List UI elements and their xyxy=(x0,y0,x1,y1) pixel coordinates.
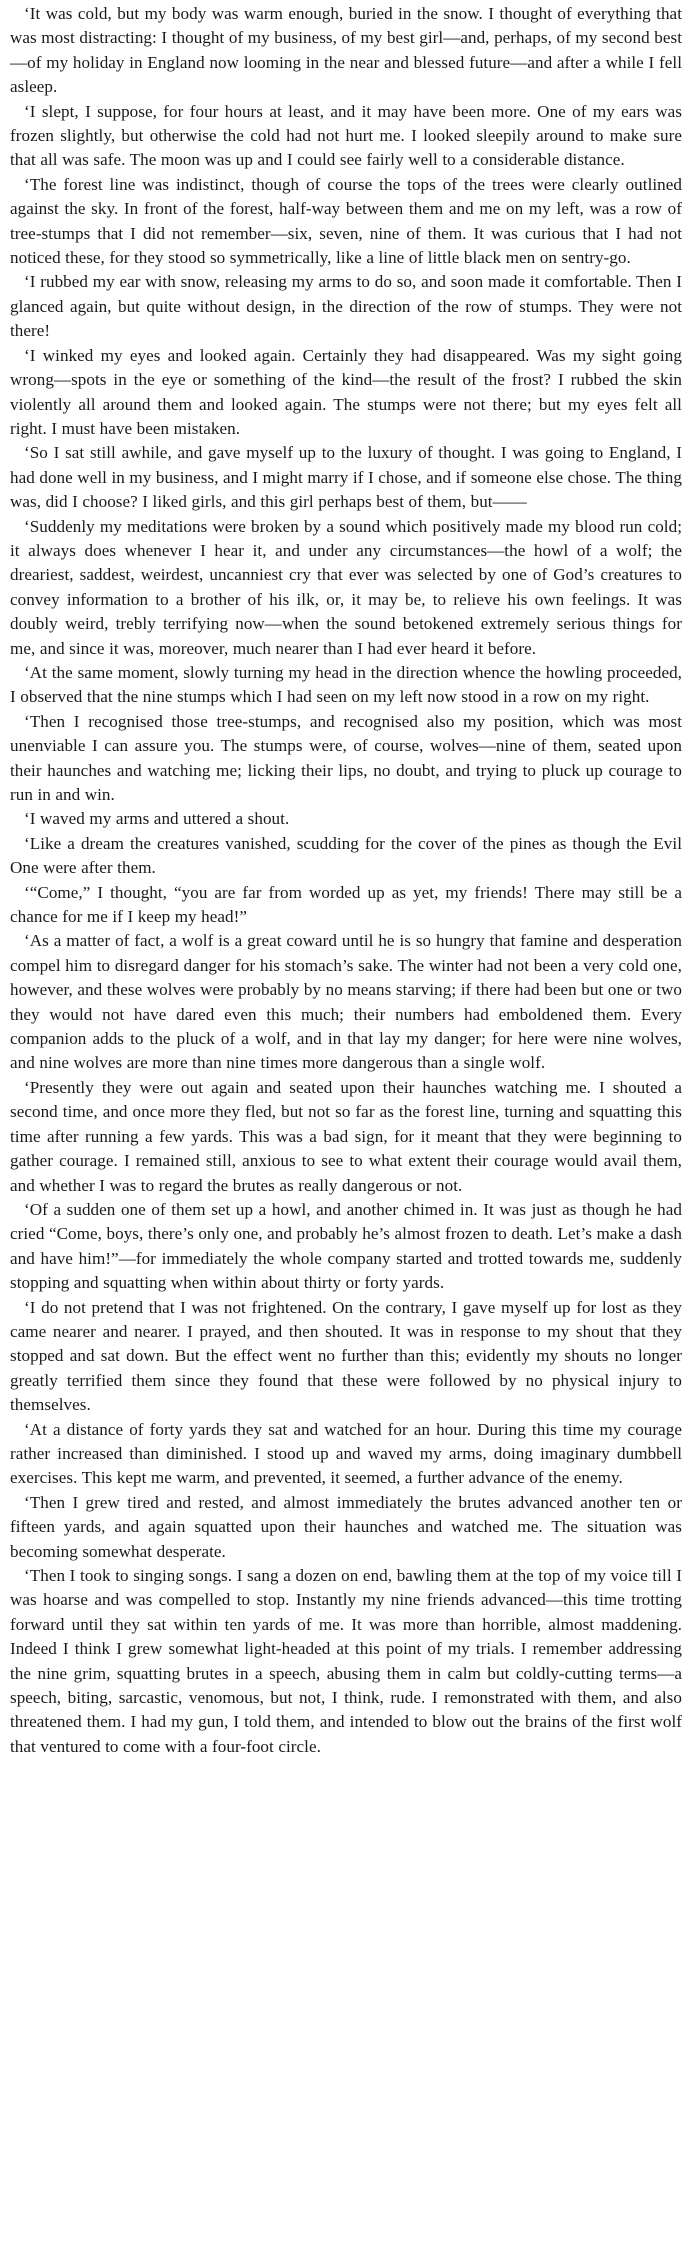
paragraph: ‘Suddenly my meditations were broken by a sound which positively made my blood run cold; it always does whenever I hear it, and under any circumstances—the howl of a wolf; the dreariest, saddest, weirdest, uncanniest cry that ever was selected by one of God’s creatures to convey information to a brother of his ilk, or, it may be, to relieve his own feelings. It was doubly weird, trebly terrifying now—when the sound betokened extremely serious things for me, and since it was, moreover, much nearer than I had ever heard it before. xyxy=(10,516,682,658)
paragraph: ‘The forest line was indistinct, though of course the tops of the trees were clearly outlined against the sky. In front of the forest, half-way between them and me on my left, was a row of tree-stumps that I did not remember—six, seven, nine of them. It was curious that I had not noticed these, for they stood so symmetrically, like a line of little black men on sentry-go. xyxy=(10,174,682,268)
paragraph: ‘Like a dream the creatures vanished, scudding for the cover of the pines as though the Evil One were after them. xyxy=(10,833,682,878)
paragraph: ‘As a matter of fact, a wolf is a great coward until he is so hungry that famine and desperation compel him to disregard danger for his stomach’s sake. The winter had not been a very cold one, however, and these wolves were probably by no means starving; if there had been but one or two they would not have dared even this much; their numbers had emboldened them. Every companion adds to the pluck of a wolf, and in that lay my danger; for here were nine wolves, and nine wolves are more than nine times more dangerous than a single wolf. xyxy=(10,931,682,1073)
paragraph: ‘I slept, I suppose, for four hours at least, and it may have been more. One of my ears was frozen slightly, but otherwise the cold had not hurt me. I looked sleepily around to make sure that all was safe. The moon was up and I could see fairly well to a considerable distance. xyxy=(10,101,682,170)
paragraph: ‘It was cold, but my body was warm enough, buried in the snow. I thought of everything that was most distracting: I thought of my business, of my best girl—and, perhaps, of my second best—of my holiday in England now looming in the near and blessed future—and after a while I fell asleep. xyxy=(10,4,682,97)
paragraph: ‘I waved my arms and uttered a shout. xyxy=(24,809,290,829)
paragraph: ‘I do not pretend that I was not frightened. On the contrary, I gave myself up for lost as they came nearer and nearer. I prayed, and then shouted. It was in response to my shout that they stopped and sat down. But the effect went no further than this; evidently my shouts no longer greatly terrified them since they found that these were followed by no physical injury to themselves. xyxy=(10,1297,682,1415)
paragraph: ‘Then I grew tired and rested, and almost immediately the brutes advanced another ten or fifteen yards, and again squatted upon their haunches and watched me. The situation was becoming somewhat desperate. xyxy=(10,1492,682,1561)
paragraph: ‘At a distance of forty yards they sat and watched for an hour. During this time my courage rather increased than diminished. I stood up and waved my arms, doing imaginary dumbbell exercises. This kept me warm, and prevented, it seemed, a further advance of the enemy. xyxy=(10,1419,682,1488)
paragraph: ‘I rubbed my ear with snow, releasing my arms to do so, and soon made it comfortable. Then I glanced again, but quite without design, in the direction of the row of stumps. They were not there! xyxy=(10,272,682,341)
paragraph: ‘Then I took to singing songs. I sang a dozen on end, bawling them at the top of my voice till I was hoarse and was compelled to stop. Instantly my nine friends advanced—this time trotting forward until they sat within ten yards of me. It was more than horrible, almost maddening. Indeed I think I grew somewhat light-headed at this point of my trials. I remember addressing the nine grim, squatting brutes in a speech, abusing them in calm but coldly-cutting terms—a speech, biting, sarcastic, venomous, but not, I think, rude. I remonstrated with them, and also threatened them. I had my gun, I told them, and intended to blow out the brains of the first wolf that ventured to come with a four-foot circle. xyxy=(10,1566,682,1756)
paragraph: ‘“Come,” I thought, “you are far from worded up as yet, my friends! There may still be a chance for me if I keep my head!” xyxy=(10,882,682,927)
paragraph: ‘So I sat still awhile, and gave myself up to the luxury of thought. I was going to England, I had done well in my business, and I might marry if I chose, and if someone else chose. The thing was, did I choose? I liked girls, and this girl perhaps best of them, but—— xyxy=(10,443,682,512)
paragraph: ‘Presently they were out again and seated upon their haunches watching me. I shouted a second time, and once more they fled, but not so far as the forest line, turning and squatting this time after running a few yards. This was a bad sign, for it meant that they were beginning to gather courage. I remained still, anxious to see to what extent their courage would avail them, and whether I was to regard the brutes as really dangerous or not. xyxy=(10,1077,682,1195)
paragraph: ‘I winked my eyes and looked again. Certainly they had disappeared. Was my sight going wrong—spots in the eye or something of the kind—the result of the frost? I rubbed the skin violently all around them and looked again. The stumps were not there; but my eyes felt all right. I must have been mistaken. xyxy=(10,345,682,438)
paragraph: ‘Then I recognised those tree-stumps, and recognised also my position, which was most unenviable I can assure you. The stumps were, of course, wolves—nine of them, seated upon their haunches and watching me; licking their lips, no doubt, and trying to pluck up courage to run in and win. xyxy=(10,711,682,804)
paragraph: ‘At the same moment, slowly turning my head in the direction whence the howling proceeded, I observed that the nine stumps which I had seen on my left now stood in a row on my right. xyxy=(10,662,682,707)
paragraph: ‘Of a sudden one of them set up a howl, and another chimed in. It was just as though he had cried “Come, boys, there’s only one, and probably he’s almost frozen to death. Let’s make a dash and have him!”—for immediately the whole company started and trotted towards me, suddenly stopping and squatting when within about thirty or forty yards. xyxy=(10,1199,682,1293)
